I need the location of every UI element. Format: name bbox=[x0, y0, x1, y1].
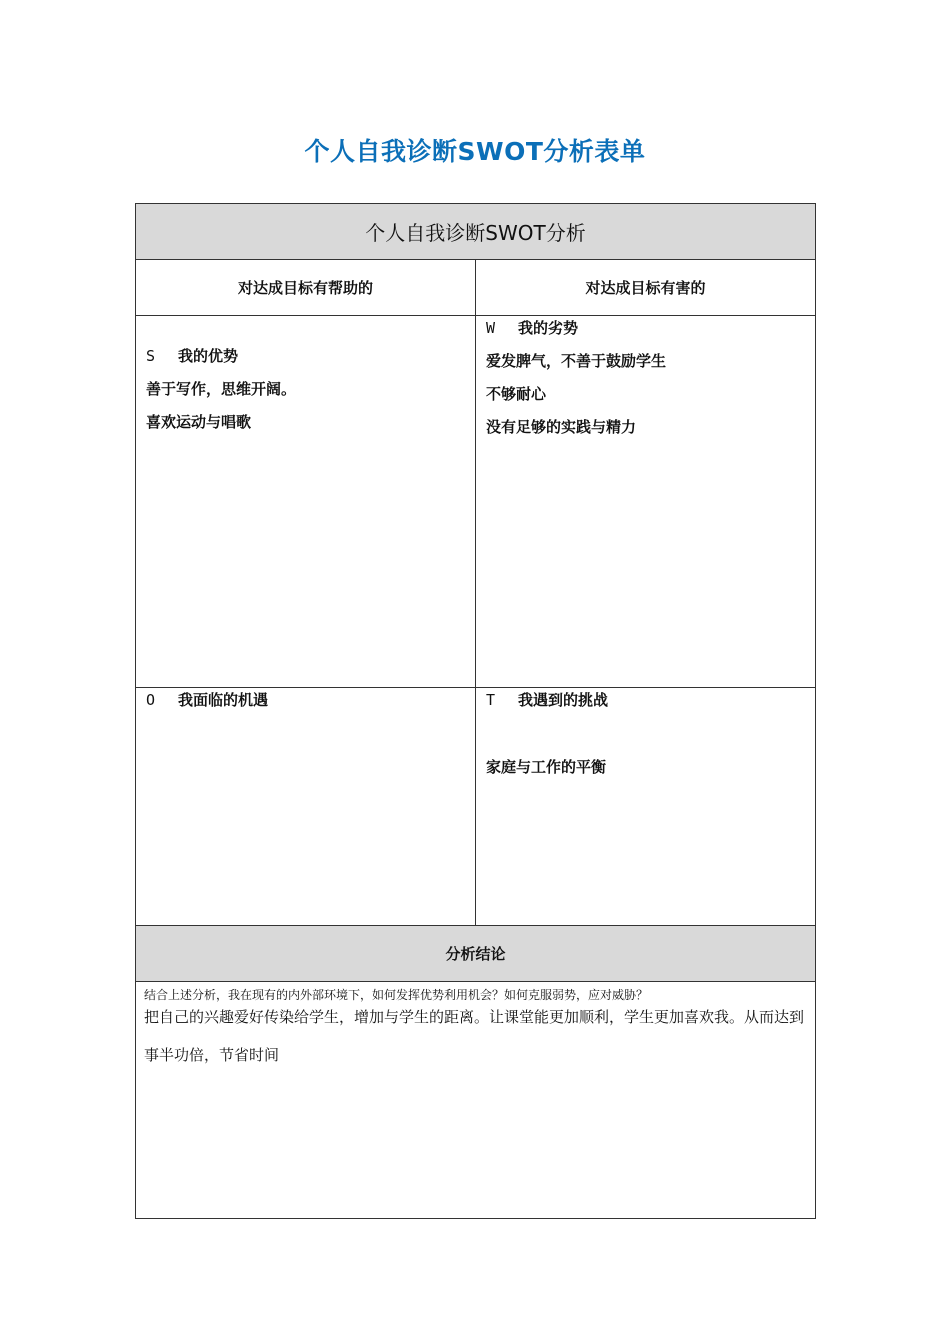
threat-item: 家庭与工作的平衡 bbox=[486, 758, 607, 776]
document-title: 个人自我诊断SWOT分析表单 bbox=[304, 137, 646, 166]
threats-header bbox=[486, 684, 805, 717]
swot-table bbox=[135, 203, 816, 1219]
weakness-item: 爱发脾气，不善于鼓励学生 bbox=[486, 352, 667, 370]
opportunities-cell bbox=[136, 688, 476, 926]
column-header-harmful: 对达成目标有害的 bbox=[476, 260, 816, 316]
opportunities-header bbox=[146, 684, 465, 717]
weaknesses-cell bbox=[476, 316, 816, 688]
strengths-cell bbox=[136, 316, 476, 688]
strength-item: 善于写作，思维开阔。 bbox=[146, 380, 297, 398]
conclusion-body bbox=[136, 982, 816, 1219]
weaknesses-header bbox=[486, 312, 805, 345]
conclusion-heading: 分析结论 bbox=[136, 926, 816, 982]
weaknesses-label: 我的劣势 bbox=[518, 319, 579, 337]
threats-letter: T bbox=[486, 691, 496, 709]
strength-item: 喜欢运动与唱歌 bbox=[146, 413, 252, 431]
weakness-item: 没有足够的实践与精力 bbox=[486, 418, 637, 436]
weakness-item: 不够耐心 bbox=[486, 385, 547, 403]
table-heading: 个人自我诊断SWOT分析 bbox=[136, 204, 816, 260]
strengths-label: 我的优势 bbox=[178, 347, 239, 365]
conclusion-prompt: 结合上述分析，我在现有的内外部环境下，如何发挥优势利用机会？如何克服弱势，应对威胁？ bbox=[144, 988, 649, 1002]
conclusion-answer: 把自己的兴趣爱好传染给学生，增加与学生的距离。让课堂能更加顺利，学生更加喜欢我。从而达到事半功倍，节省时间 bbox=[144, 1008, 805, 1064]
strengths-letter: S bbox=[146, 347, 156, 365]
opportunities-label: 我面临的机遇 bbox=[178, 691, 269, 709]
column-header-helpful: 对达成目标有帮助的 bbox=[136, 260, 476, 316]
strengths-header bbox=[146, 340, 465, 373]
threats-cell bbox=[476, 688, 816, 926]
opportunities-letter: O bbox=[146, 691, 156, 709]
threats-label: 我遇到的挑战 bbox=[518, 691, 609, 709]
weaknesses-letter: W bbox=[486, 319, 496, 337]
